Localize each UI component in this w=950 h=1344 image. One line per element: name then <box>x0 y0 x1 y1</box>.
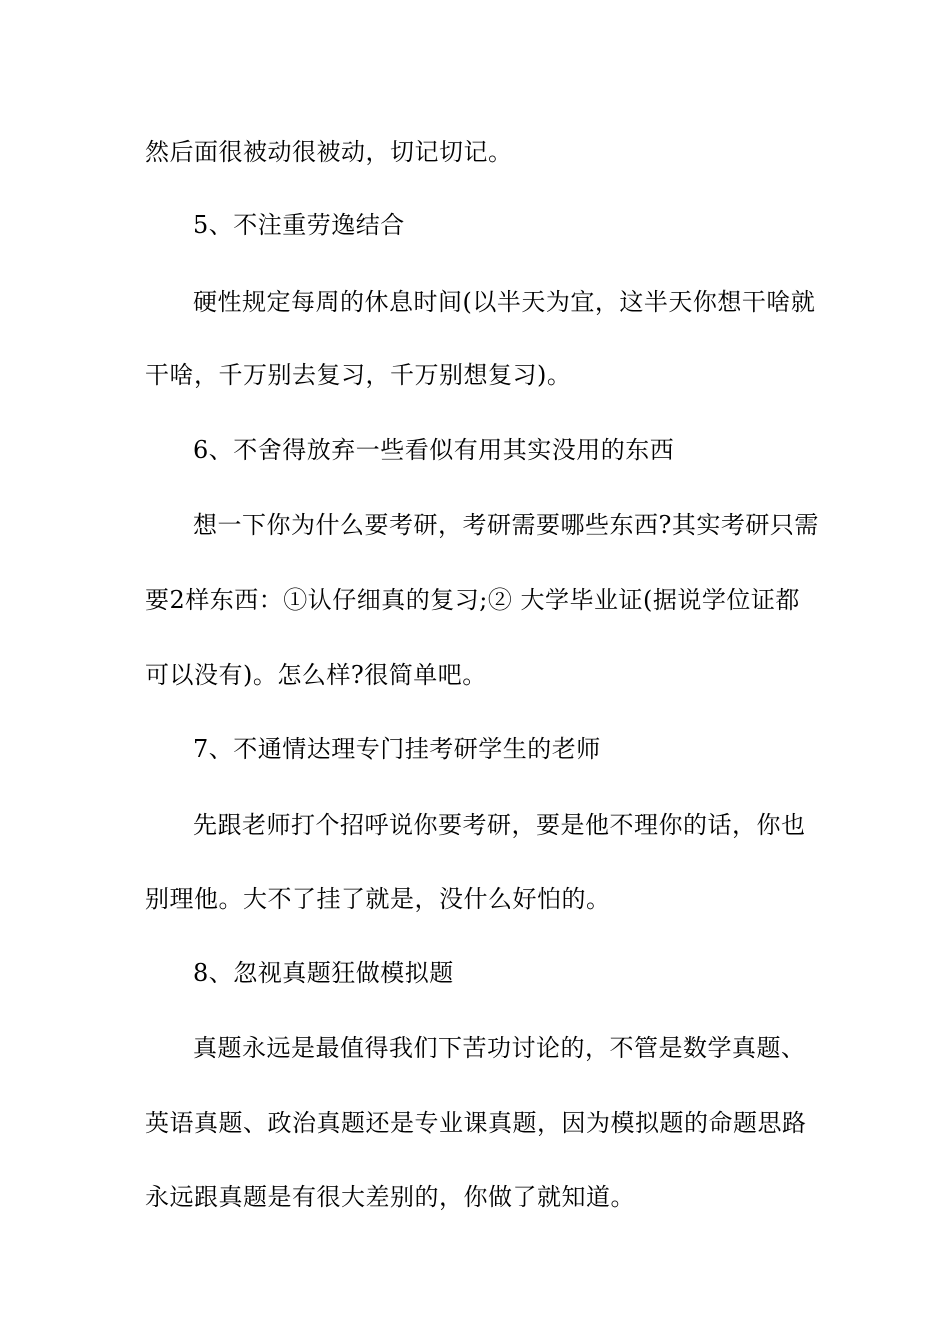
section-heading-8: 8、忽视真题狂做模拟题 <box>193 959 454 987</box>
paragraph-line: 先跟老师打个招呼说你要考研，要是他不理你的话，你也 <box>193 811 806 839</box>
paragraph-line: 永远跟真题是有很大差别的，你做了就知道。 <box>145 1183 635 1211</box>
paragraph-line: 可以没有)。怎么样?很简单吧。 <box>145 661 487 689</box>
paragraph-line: 硬性规定每周的休息时间(以半天为宜，这半天你想干啥就 <box>193 288 816 316</box>
section-heading-6: 6、不舍得放弃一些看似有用其实没用的东西 <box>193 436 675 464</box>
paragraph-line: 要2样东西：①认仔细真的复习;② 大学毕业证(据说学位证都 <box>145 586 800 614</box>
paragraph-line: 别理他。大不了挂了就是，没什么好怕的。 <box>145 885 611 913</box>
paragraph-line: 想一下你为什么要考研，考研需要哪些东西?其实考研只需 <box>193 511 819 539</box>
paragraph-continuation-line: 然后面很被动很被动，切记切记。 <box>145 138 513 166</box>
section-heading-7: 7、不通情达理专门挂考研学生的老师 <box>193 735 601 763</box>
paragraph-line: 干啥，千万别去复习，千万别想复习)。 <box>145 361 572 389</box>
section-heading-5: 5、不注重劳逸结合 <box>193 211 405 239</box>
paragraph-line: 真题永远是最值得我们下苦功讨论的，不管是数学真题、 <box>193 1034 806 1062</box>
paragraph-line: 英语真题、政治真题还是专业课真题，因为模拟题的命题思路 <box>145 1109 807 1137</box>
